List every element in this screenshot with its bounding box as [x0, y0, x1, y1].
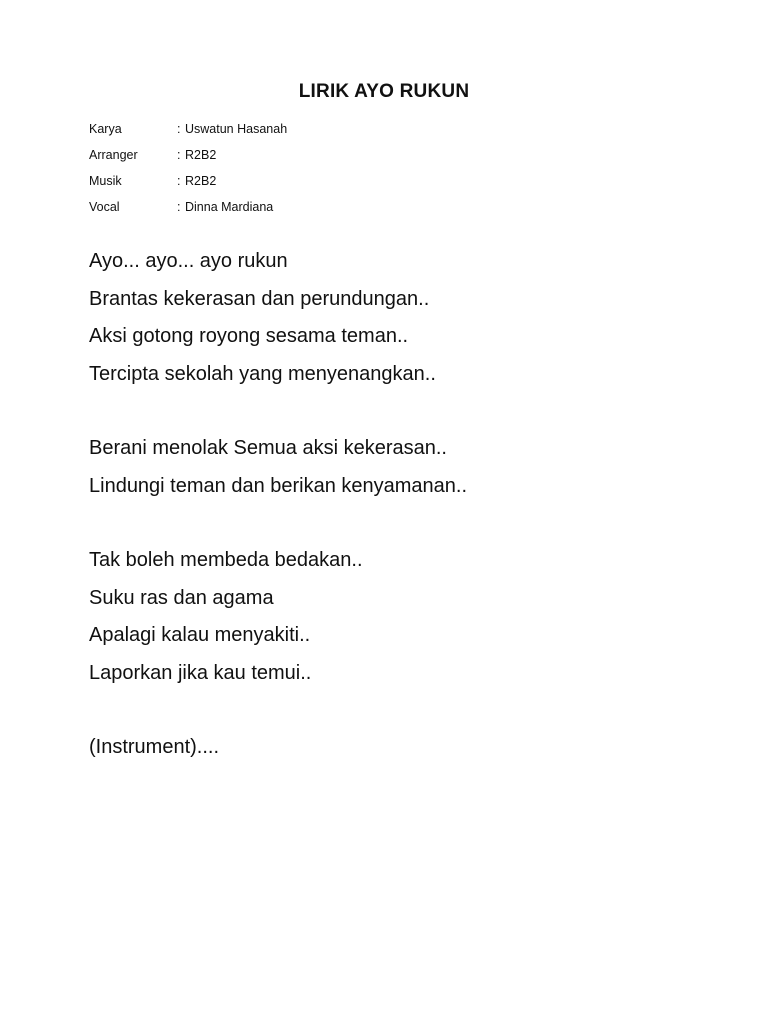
credit-value: Uswatun Hasanah	[185, 122, 288, 136]
credit-row-musik	[89, 168, 589, 194]
credit-value: Dinna Mardiana	[185, 200, 274, 214]
credit-row-vocal	[89, 194, 589, 220]
lyrics-stanza-2	[89, 432, 729, 507]
lyric-line: Apalagi kalau menyakiti..	[89, 624, 311, 646]
lyric-line: Suku ras dan agama	[89, 586, 274, 609]
credit-separator: :	[177, 174, 181, 188]
lyrics-stanza-4	[89, 731, 729, 769]
lyric-line: Lindungi teman dan berikan kenyamanan..	[89, 474, 468, 497]
credit-value: R2B2	[185, 148, 217, 162]
lyric-line: Ayo... ayo... ayo rukun	[89, 250, 288, 272]
credit-separator: :	[177, 200, 181, 214]
credit-row-karya	[89, 116, 589, 142]
lyrics-stanza-3	[89, 544, 729, 694]
credit-value: R2B2	[185, 174, 217, 188]
credit-separator: :	[177, 122, 181, 136]
lyric-line: Tercipta sekolah yang menyenangkan..	[89, 362, 436, 385]
lyric-line: Aksi gotong royong sesama teman..	[89, 325, 409, 347]
credit-separator: :	[177, 148, 181, 162]
document-title: LIRIK AYO RUKUN	[298, 81, 470, 102]
lyric-line: Berani menolak Semua aksi kekerasan..	[89, 437, 447, 459]
lyric-line: Tak boleh membeda bedakan..	[89, 549, 363, 571]
lyrics-stanza-1	[89, 245, 729, 395]
credit-label: Arranger	[89, 148, 138, 162]
song-credits	[89, 116, 589, 220]
credit-label: Musik	[89, 174, 122, 188]
lyrics-body	[89, 245, 729, 806]
credit-row-arranger	[89, 142, 589, 168]
credit-label: Karya	[89, 122, 122, 136]
lyric-line: Laporkan jika kau temui..	[89, 661, 312, 684]
lyric-line: Brantas kekerasan dan perundungan..	[89, 287, 430, 310]
credit-label: Vocal	[89, 200, 120, 214]
lyric-line: (Instrument)....	[89, 736, 220, 758]
